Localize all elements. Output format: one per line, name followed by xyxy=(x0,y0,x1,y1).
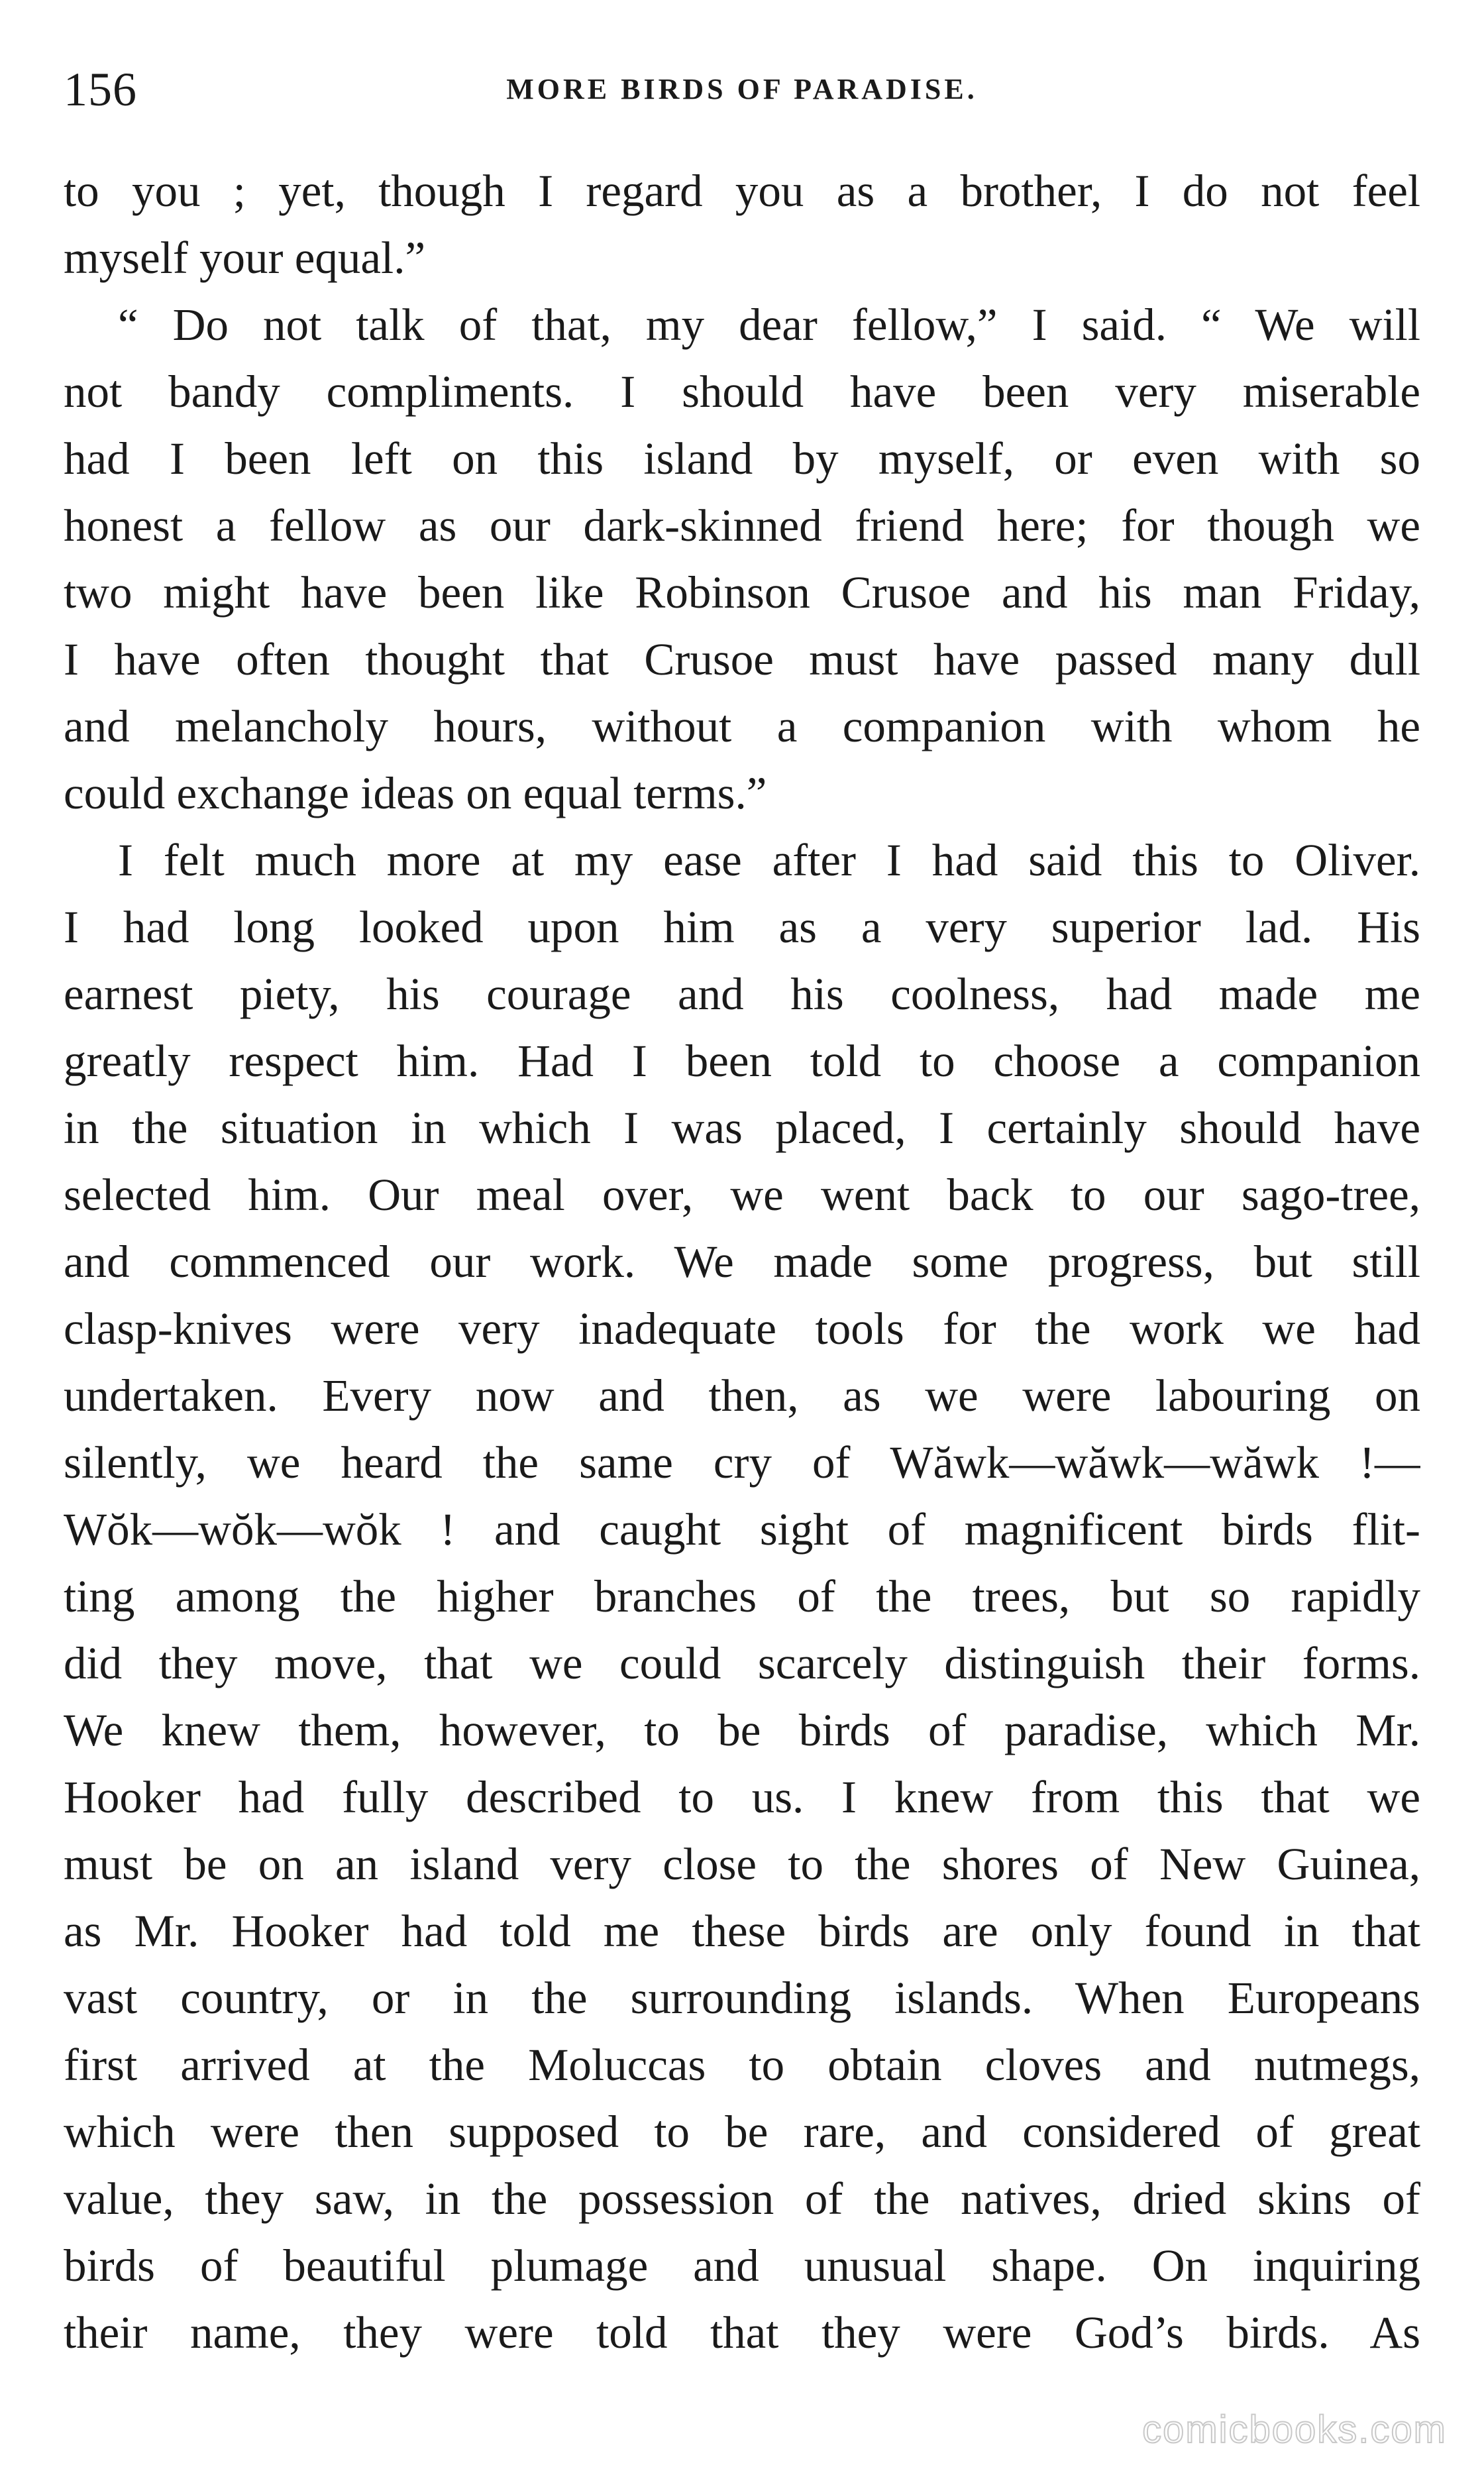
watermark: comicbooks.com xyxy=(1142,2408,1447,2451)
text-line: We knew them, however, to be birds of paradise, which Mr. xyxy=(64,1705,1420,1755)
text-line: myself your equal.” xyxy=(64,233,426,283)
text-line: first arrived at the Moluccas to obtain cloves and nutmegs, xyxy=(64,2040,1420,2090)
text-line: to you ; yet, though I regard you as a brother, I do not feel xyxy=(64,166,1420,216)
text-line: had I been left on this island by myself, or even with so xyxy=(64,433,1420,484)
text-line: as Mr. Hooker had told me these birds are only found in that xyxy=(64,1906,1420,1956)
text-line: greatly respect him. Had I been told to choose a companion xyxy=(64,1036,1420,1086)
text-line: their name, they were told that they were God’s birds. As xyxy=(64,2307,1420,2358)
text-line: not bandy compliments. I should have been very miserable xyxy=(64,366,1420,417)
text-line: vast country, or in the surrounding islands. When Europeans xyxy=(64,1973,1420,2023)
body-text xyxy=(64,158,1420,2364)
text-line: value, they saw, in the possession of the natives, dried skins of xyxy=(64,2173,1420,2224)
text-line: two might have been like Robinson Crusoe and his man Friday, xyxy=(64,567,1420,618)
text-line: silently, we heard the same cry of Wăwk—wăwk—wăwk !— xyxy=(64,1437,1420,1488)
text-line: clasp-knives were very inadequate tools for the work we had xyxy=(64,1303,1420,1354)
text-line: earnest piety, his courage and his coolness, had made me xyxy=(64,969,1420,1019)
page-number: 156 xyxy=(64,63,137,116)
text-line: “ Do not talk of that, my dear fellow,” I said. “ We will xyxy=(118,300,1420,350)
text-line: in the situation in which I was placed, I certainly should have xyxy=(64,1103,1420,1153)
text-line: honest a fellow as our dark-skinned friend here; for though we xyxy=(64,500,1420,551)
running-title: MORE BIRDS OF PARADISE. xyxy=(506,73,978,105)
text-line: which were then supposed to be rare, and considered of great xyxy=(64,2107,1420,2157)
text-line: I had long looked upon him as a very superior lad. His xyxy=(64,902,1420,952)
text-line: birds of beautiful plumage and unusual shape. On inquiring xyxy=(64,2240,1420,2291)
text-line: I felt much more at my ease after I had said this to Oliver. xyxy=(118,835,1420,885)
text-line: must be on an island very close to the shores of New Guinea, xyxy=(64,1839,1420,1889)
text-line: and melancholy hours, without a companion with whom he xyxy=(64,701,1420,751)
text-line: could exchange ideas on equal terms.” xyxy=(64,768,767,818)
text-line: undertaken. Every now and then, as we were labouring on xyxy=(64,1370,1420,1421)
text-line: Wŏk—wŏk—wŏk ! and caught sight of magnificent birds flit- xyxy=(64,1504,1420,1555)
text-line: and commenced our work. We made some progress, but still xyxy=(64,1236,1420,1287)
text-line: selected him. Our meal over, we went back to our sago-tree, xyxy=(64,1170,1420,1220)
text-line: did they move, that we could scarcely distinguish their forms. xyxy=(64,1638,1420,1688)
page-header xyxy=(64,53,1420,126)
text-line: ting among the higher branches of the trees, but so rapidly xyxy=(64,1571,1420,1621)
text-line: Hooker had fully described to us. I knew from this that we xyxy=(64,1772,1420,1822)
text-line: I have often thought that Crusoe must have passed many dull xyxy=(64,634,1420,685)
